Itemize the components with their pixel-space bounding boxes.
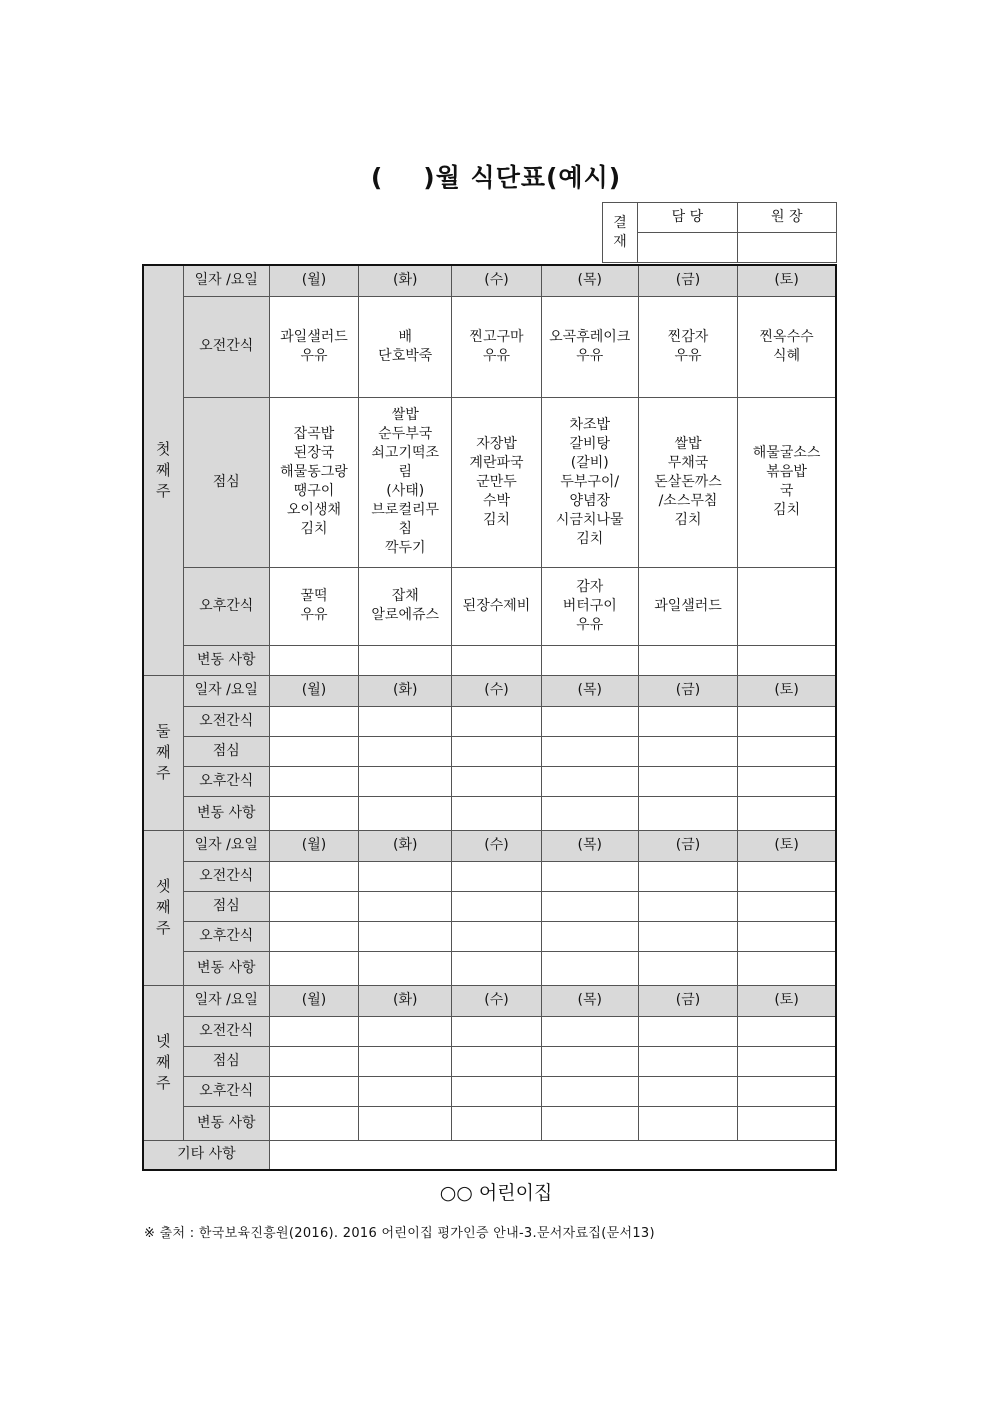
menu-cell-am[interactable]: 찐감자 우유 [638, 296, 737, 397]
row-label-pm: 오후간식 [183, 921, 269, 951]
menu-cell-am[interactable]: 오곡후레이크 우유 [541, 296, 638, 397]
day-header: (금) [638, 675, 737, 706]
menu-cell-am[interactable] [359, 861, 452, 891]
menu-cell-change[interactable] [738, 796, 836, 830]
row-label-date: 일자 /요일 [183, 830, 269, 861]
menu-cell-am[interactable] [638, 861, 737, 891]
other-row [143, 1140, 836, 1170]
menu-cell-change[interactable] [359, 645, 452, 675]
menu-cell-lunch[interactable]: 쌀밥 무채국 돈살돈까스 /소스무침 김치 [638, 397, 737, 567]
week-4-row-am [143, 1016, 836, 1046]
row-label-lunch: 점심 [183, 1046, 269, 1076]
week-4-row-pm [143, 1076, 836, 1106]
week-3-row-lunch [143, 891, 836, 921]
week-label: 넷 째 주 [143, 985, 183, 1140]
menu-cell-lunch[interactable]: 자장밥 계란파국 군만두 수박 김치 [452, 397, 541, 567]
menu-cell-am[interactable] [452, 1016, 541, 1046]
menu-cell-change[interactable] [541, 1106, 638, 1140]
day-header: (화) [359, 265, 452, 296]
day-header: (월) [269, 675, 358, 706]
day-header: (화) [359, 985, 452, 1016]
menu-cell-am[interactable] [738, 706, 836, 736]
title-open-paren: ( [370, 163, 384, 192]
menu-cell-change[interactable] [638, 796, 737, 830]
day-header: (토) [738, 675, 836, 706]
menu-cell-change[interactable] [638, 1106, 737, 1140]
week-4-row-lunch [143, 1046, 836, 1076]
menu-cell-pm[interactable] [269, 1076, 358, 1106]
menu-cell-pm[interactable] [638, 1076, 737, 1106]
day-header: (목) [541, 830, 638, 861]
menu-cell-change[interactable] [452, 796, 541, 830]
day-header: (토) [738, 985, 836, 1016]
menu-cell-pm[interactable] [738, 766, 836, 796]
day-header: (목) [541, 675, 638, 706]
week-2-row-change [143, 796, 836, 830]
menu-cell-change[interactable] [359, 796, 452, 830]
menu-cell-am[interactable] [269, 1016, 358, 1046]
menu-cell-am[interactable] [738, 861, 836, 891]
menu-cell-change[interactable] [269, 1106, 358, 1140]
week-2-row-lunch [143, 736, 836, 766]
week-label: 둘 째 주 [143, 675, 183, 830]
menu-cell-pm[interactable]: 꿀떡 우유 [269, 567, 358, 645]
week-3-row-pm [143, 921, 836, 951]
menu-cell-change[interactable] [269, 645, 358, 675]
menu-cell-pm[interactable] [638, 766, 737, 796]
menu-cell-pm[interactable] [541, 766, 638, 796]
menu-cell-change[interactable] [452, 645, 541, 675]
menu-cell-pm[interactable]: 감자 버터구이 우유 [541, 567, 638, 645]
row-label-date: 일자 /요일 [183, 265, 269, 296]
menu-cell-am[interactable] [359, 706, 452, 736]
day-header: (수) [452, 265, 541, 296]
week-1-row-change [143, 645, 836, 675]
menu-cell-lunch[interactable] [738, 1046, 836, 1076]
menu-cell-pm[interactable] [452, 921, 541, 951]
approval-sign-manager[interactable] [638, 233, 737, 263]
menu-cell-pm[interactable] [269, 921, 358, 951]
row-label-change: 변동 사항 [183, 951, 269, 985]
menu-cell-am[interactable] [359, 1016, 452, 1046]
menu-cell-lunch[interactable] [452, 891, 541, 921]
menu-cell-lunch[interactable] [452, 1046, 541, 1076]
menu-cell-change[interactable] [541, 645, 638, 675]
menu-cell-change[interactable] [541, 796, 638, 830]
menu-cell-pm[interactable] [359, 1076, 452, 1106]
menu-cell-lunch[interactable] [638, 891, 737, 921]
menu-cell-am[interactable] [541, 1016, 638, 1046]
menu-cell-lunch[interactable]: 해물굴소스 볶음밥 국 김치 [738, 397, 836, 567]
row-label-pm: 오후간식 [183, 1076, 269, 1106]
day-header: (토) [738, 265, 836, 296]
menu-cell-am[interactable] [541, 706, 638, 736]
menu-cell-lunch[interactable] [269, 1046, 358, 1076]
week-1-row-date [143, 265, 836, 296]
meal-plan-table [142, 264, 837, 1171]
day-header: (월) [269, 830, 358, 861]
day-header: (금) [638, 265, 737, 296]
menu-cell-am[interactable] [638, 706, 737, 736]
menu-cell-change[interactable] [738, 951, 836, 985]
row-label-change: 변동 사항 [183, 1106, 269, 1140]
menu-cell-am[interactable] [738, 1016, 836, 1046]
menu-cell-pm[interactable]: 과일샐러드 [638, 567, 737, 645]
row-label-am: 오전간식 [183, 706, 269, 736]
menu-cell-am[interactable] [452, 861, 541, 891]
menu-cell-pm[interactable] [359, 921, 452, 951]
menu-cell-lunch[interactable] [541, 891, 638, 921]
menu-cell-am[interactable] [269, 861, 358, 891]
week-1-row-am [143, 296, 836, 397]
menu-cell-change[interactable] [738, 645, 836, 675]
menu-cell-pm[interactable] [738, 921, 836, 951]
day-header: (토) [738, 830, 836, 861]
row-label-am: 오전간식 [183, 1016, 269, 1046]
menu-cell-change[interactable] [738, 1106, 836, 1140]
menu-cell-change[interactable] [269, 796, 358, 830]
day-header: (수) [452, 985, 541, 1016]
menu-cell-change[interactable] [359, 951, 452, 985]
week-1-row-pm [143, 567, 836, 645]
day-header: (화) [359, 830, 452, 861]
approval-header-director: 원 장 [737, 203, 836, 233]
menu-cell-am[interactable] [638, 1016, 737, 1046]
page-title [0, 158, 992, 194]
menu-cell-am[interactable]: 찐고구마 우유 [452, 296, 541, 397]
row-label-lunch: 점심 [183, 736, 269, 766]
day-header: (금) [638, 830, 737, 861]
row-label-pm: 오후간식 [183, 766, 269, 796]
week-3-row-date [143, 830, 836, 861]
row-label-lunch: 점심 [183, 891, 269, 921]
day-header: (화) [359, 675, 452, 706]
menu-cell-change[interactable] [452, 951, 541, 985]
day-header: (금) [638, 985, 737, 1016]
approval-sign-director[interactable] [737, 233, 836, 263]
row-label-lunch: 점심 [183, 397, 269, 567]
menu-cell-pm[interactable] [738, 1076, 836, 1106]
menu-cell-change[interactable] [359, 1106, 452, 1140]
approval-table [602, 202, 837, 263]
row-label-am: 오전간식 [183, 296, 269, 397]
menu-cell-lunch[interactable]: 차조밥 갈비탕 (갈비) 두부구이/ 양념장 시금치나물 김치 [541, 397, 638, 567]
title-text: )월 식단표(예시) [423, 163, 622, 192]
menu-cell-am[interactable] [452, 706, 541, 736]
day-header: (월) [269, 265, 358, 296]
row-label-change: 변동 사항 [183, 645, 269, 675]
week-2-row-date [143, 675, 836, 706]
daycare-name: ○○ 어린이집 [439, 1182, 553, 1204]
week-1-row-lunch [143, 397, 836, 567]
menu-cell-lunch[interactable] [638, 736, 737, 766]
source-note: ※ 출처 : 한국보육진흥원(2016). 2016 어린이집 평가인증 안내-3.문서자료집(문서13) [144, 1226, 655, 1241]
menu-cell-lunch[interactable] [359, 1046, 452, 1076]
menu-cell-lunch[interactable] [738, 736, 836, 766]
week-2-row-pm [143, 766, 836, 796]
menu-cell-lunch[interactable] [269, 736, 358, 766]
week-3-row-change [143, 951, 836, 985]
row-label-date: 일자 /요일 [183, 675, 269, 706]
menu-cell-change[interactable] [638, 645, 737, 675]
menu-cell-lunch[interactable] [541, 736, 638, 766]
menu-cell-lunch[interactable]: 잡곡밥 된장국 해물동그랑 땡구이 오이생채 김치 [269, 397, 358, 567]
menu-cell-lunch[interactable]: 쌀밥 순두부국 쇠고기떡조 림 (사태) 브로컬리무 침 깍두기 [359, 397, 452, 567]
other-notes-cell[interactable] [269, 1140, 836, 1170]
menu-cell-change[interactable] [452, 1106, 541, 1140]
day-header: (목) [541, 265, 638, 296]
menu-cell-lunch[interactable] [738, 891, 836, 921]
menu-cell-am[interactable]: 배 단호박죽 [359, 296, 452, 397]
row-label-am: 오전간식 [183, 861, 269, 891]
menu-cell-lunch[interactable] [638, 1046, 737, 1076]
approval-label: 결 재 [603, 203, 638, 263]
menu-cell-lunch[interactable] [452, 736, 541, 766]
menu-cell-change[interactable] [638, 951, 737, 985]
row-label-date: 일자 /요일 [183, 985, 269, 1016]
day-header: (월) [269, 985, 358, 1016]
menu-cell-change[interactable] [541, 951, 638, 985]
menu-cell-am[interactable]: 찐옥수수 식혜 [738, 296, 836, 397]
menu-cell-pm[interactable] [738, 567, 836, 645]
menu-cell-lunch[interactable] [359, 736, 452, 766]
day-header: (수) [452, 675, 541, 706]
menu-cell-pm[interactable] [638, 921, 737, 951]
menu-cell-pm[interactable] [359, 766, 452, 796]
row-label-pm: 오후간식 [183, 567, 269, 645]
menu-cell-pm[interactable] [541, 1076, 638, 1106]
menu-cell-change[interactable] [269, 951, 358, 985]
day-header: (수) [452, 830, 541, 861]
menu-cell-pm[interactable] [452, 766, 541, 796]
approval-header-manager: 담 당 [638, 203, 737, 233]
menu-cell-lunch[interactable] [541, 1046, 638, 1076]
menu-cell-pm[interactable]: 된장수제비 [452, 567, 541, 645]
menu-cell-pm[interactable]: 잡채 알로에쥬스 [359, 567, 452, 645]
menu-cell-pm[interactable] [452, 1076, 541, 1106]
other-label: 기타 사항 [143, 1140, 269, 1170]
week-2-row-am [143, 706, 836, 736]
menu-cell-lunch[interactable] [269, 891, 358, 921]
day-header: (목) [541, 985, 638, 1016]
week-4-row-change [143, 1106, 836, 1140]
menu-cell-am[interactable]: 과일샐러드 우유 [269, 296, 358, 397]
menu-cell-am[interactable] [541, 861, 638, 891]
row-label-change: 변동 사항 [183, 796, 269, 830]
week-3-row-am [143, 861, 836, 891]
week-label: 셋 째 주 [143, 830, 183, 985]
week-label: 첫 째 주 [143, 265, 183, 675]
menu-cell-lunch[interactable] [359, 891, 452, 921]
menu-cell-pm[interactable] [269, 766, 358, 796]
menu-cell-am[interactable] [269, 706, 358, 736]
menu-cell-pm[interactable] [541, 921, 638, 951]
week-4-row-date [143, 985, 836, 1016]
